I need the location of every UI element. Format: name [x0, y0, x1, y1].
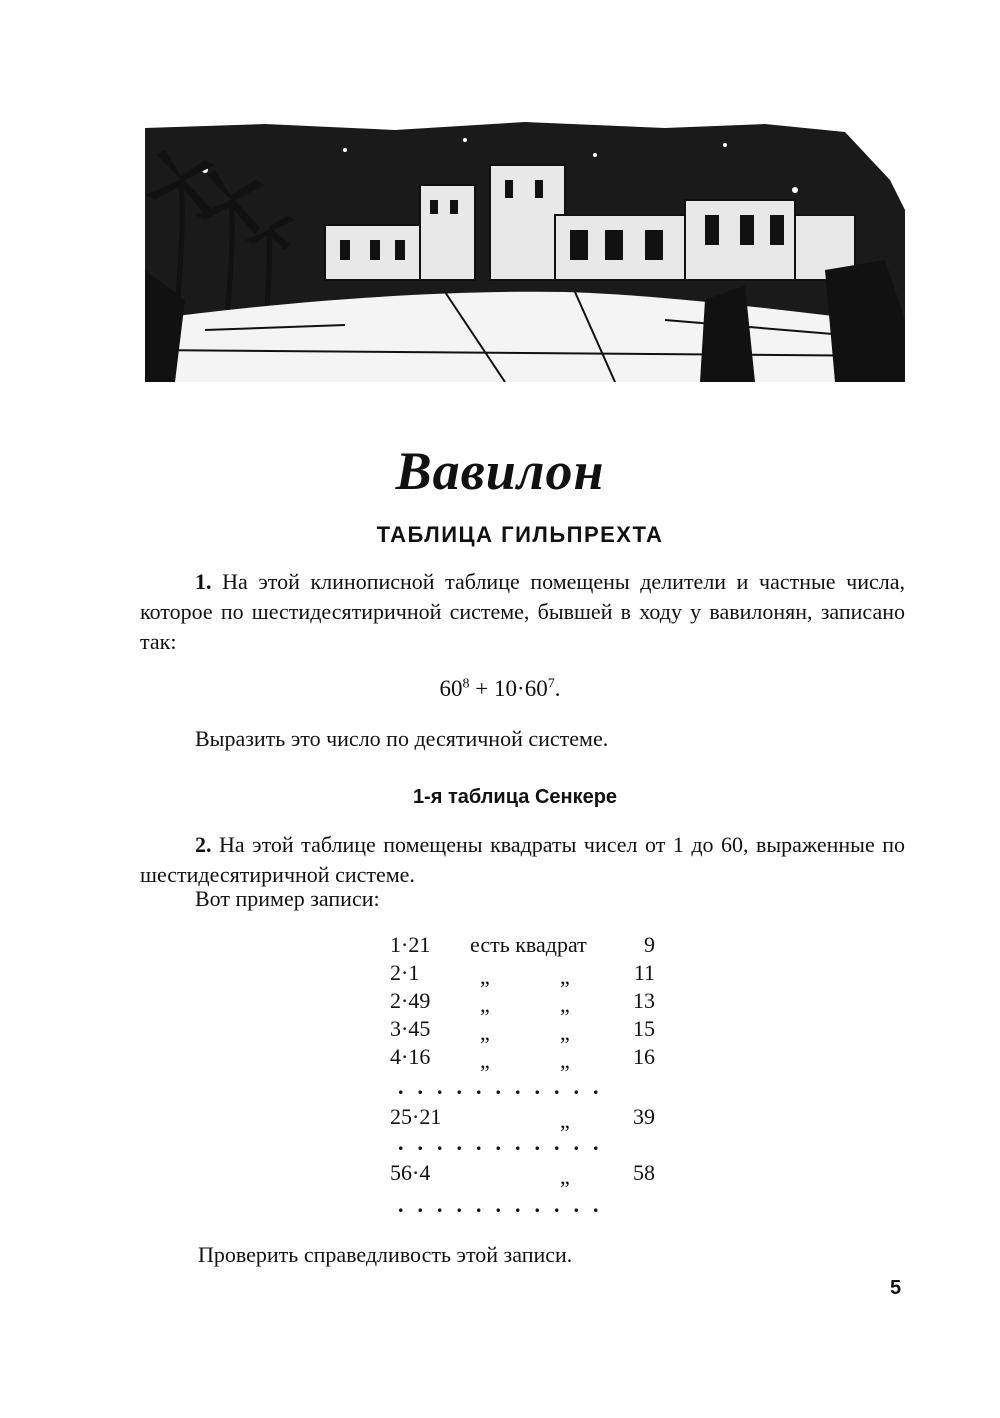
ellipsis-dots: ........... — [398, 1130, 613, 1155]
square-root-value: 39 — [633, 1104, 655, 1129]
sexagesimal-value: 56·4 — [390, 1160, 431, 1185]
square-root-value: 58 — [633, 1160, 655, 1185]
square-root-value: 9 — [644, 932, 655, 957]
chapter-title: Вавилон — [395, 441, 605, 501]
row-label: есть квадрат — [470, 932, 587, 957]
ditto-mark: „ — [560, 992, 570, 1017]
problem-1-formula — [0, 676, 1000, 702]
square-root-value: 16 — [633, 1044, 655, 1069]
formula-period: . — [554, 676, 561, 701]
problem-1-number: 1. — [195, 569, 212, 594]
problem-2-number: 2. — [195, 832, 212, 857]
table-row — [380, 1016, 670, 1044]
section-heading: ТАБЛИЦА ГИЛЬПРЕХТА — [376, 522, 664, 547]
sexagesimal-value: 2·49 — [390, 988, 431, 1013]
formula-base: 60 — [439, 676, 463, 701]
square-root-value: 11 — [633, 960, 655, 985]
square-root-value: 15 — [633, 1016, 655, 1041]
squares-table-continued — [380, 1104, 670, 1132]
problem-2-text: На этой таблице помещены квадраты чисел от 1 до 60, выраженные по шестидесятиричной системе. — [140, 832, 905, 887]
ditto-mark: „ — [560, 964, 570, 989]
ellipsis-dots: ........... — [398, 1074, 613, 1099]
ditto-mark: „ — [560, 1108, 570, 1133]
sexagesimal-value: 4·16 — [390, 1044, 431, 1069]
ditto-mark: „ — [560, 1048, 570, 1073]
ditto-mark: „ — [480, 964, 490, 989]
formula-exponent-2: 7 — [547, 676, 555, 692]
table-row — [380, 960, 670, 988]
table-row — [380, 1160, 670, 1188]
ditto-mark: „ — [560, 1164, 570, 1189]
ditto-mark: „ — [480, 1020, 490, 1045]
formula-operator: + — [475, 676, 489, 701]
squares-table — [380, 932, 670, 1072]
ellipsis-dots: ........... — [398, 1192, 613, 1217]
problem-1-task: Выразить это число по десятичной системе. — [195, 726, 609, 751]
babylon-engraving — [145, 120, 905, 382]
subheading: 1-я таблица Сенкере — [412, 786, 618, 808]
sexagesimal-value: 3·45 — [390, 1016, 431, 1041]
page-number: 5 — [890, 1277, 902, 1299]
sexagesimal-value: 1·21 — [390, 932, 431, 957]
table-row — [380, 988, 670, 1016]
ditto-mark: „ — [480, 1048, 490, 1073]
squares-table-continued — [380, 1160, 670, 1188]
problem-2-task: Проверить справедливость этой записи. — [198, 1242, 573, 1267]
ditto-mark: „ — [480, 992, 490, 1017]
problem-1-paragraph — [140, 567, 905, 657]
square-root-value: 13 — [633, 988, 655, 1013]
sexagesimal-value: 25·21 — [390, 1104, 442, 1129]
table-row — [380, 1044, 670, 1072]
formula-exponent-1: 8 — [462, 676, 470, 692]
problem-1-text: На этой клинописной таблице помещены делители и частные числа, которое по шестидесятиричной системе, бывшей в ходу у вавилонян, записано так: — [140, 569, 906, 654]
formula-term: 10·60 — [494, 676, 548, 701]
table-row — [380, 1104, 670, 1132]
example-intro: Вот пример записи: — [195, 886, 380, 911]
sexagesimal-value: 2·1 — [390, 960, 420, 985]
ditto-mark: „ — [560, 1020, 570, 1045]
table-row — [380, 932, 670, 960]
problem-2-paragraph — [140, 830, 905, 890]
